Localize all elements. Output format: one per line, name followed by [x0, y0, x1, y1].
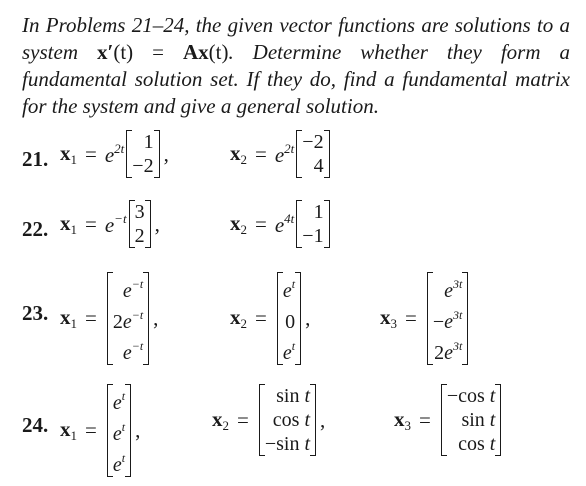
exponential-factor: $e^{2t}$: [104, 140, 125, 167]
t-arg-1: (t): [113, 40, 134, 64]
matrix-entry: $-e^{3t}$: [432, 308, 463, 333]
vector-x1: $x_1$ = $e^{2t}$ 1 −2 ,: [60, 131, 169, 177]
x-prime: x′: [96, 40, 114, 64]
vector-x3: $x_3$ = $e^{3t}$ $-e^{3t}$ $2e^{3t}$: [380, 272, 468, 365]
vector-label: $x_1$: [60, 305, 77, 331]
vector-label: $x_1$: [60, 210, 77, 237]
matrix-entry: −sin t: [264, 433, 311, 455]
vector-label: $x_2$: [230, 140, 247, 167]
vector-label: $x_2$: [212, 406, 229, 433]
problem-number: 24.: [22, 413, 49, 437]
matrix-entry: sin t: [276, 385, 311, 407]
column-vector: [277, 272, 301, 365]
matrix-entry: −2: [302, 131, 324, 153]
problem-number: 21.: [22, 147, 49, 171]
matrix-entry: $2e^{3t}$: [434, 339, 463, 364]
column-vector: [427, 272, 469, 365]
column-vector: [441, 384, 502, 456]
exponential-factor: $e^{4t}$: [274, 210, 295, 237]
column-vector: [259, 384, 316, 456]
vector-label: $x_2$: [230, 305, 247, 331]
matrix-entry: sin t: [461, 409, 496, 431]
vector-label: $x_3$: [394, 406, 411, 433]
vector-x2: $x_2$ = $e^{4t}$ 1 −1: [230, 200, 330, 248]
matrix-A-x: Ax: [182, 40, 209, 64]
column-vector: [296, 200, 329, 248]
matrix-entry: 4: [313, 155, 324, 177]
column-vector: [107, 384, 131, 477]
matrix-entry: $e^t$: [112, 451, 126, 476]
matrix-entry: $e^t$: [282, 339, 296, 364]
matrix-entry: cos t: [458, 433, 496, 455]
vector-label: $x_3$: [380, 305, 397, 331]
matrix-entry: 0: [285, 311, 296, 333]
matrix-entry: $e^t$: [112, 420, 126, 445]
vector-x2: $x_2$ = $e^t$ 0 $e^t$ ,: [230, 272, 310, 365]
problem-number: 22.: [22, 217, 49, 241]
matrix-entry: 2: [134, 225, 145, 247]
matrix-entry: 1: [313, 201, 324, 223]
matrix-entry: $e^t$: [282, 277, 296, 302]
matrix-entry: 3: [134, 201, 145, 223]
problem-instructions: [22, 12, 570, 120]
matrix-entry: −cos t: [446, 385, 496, 407]
matrix-entry: $e^{-t}$: [122, 277, 144, 302]
column-vector: [129, 200, 151, 248]
problem-number: 23.: [22, 301, 49, 325]
matrix-entry: $e^{3t}$: [444, 277, 463, 302]
exponential-factor: $e^{-t}$: [104, 210, 127, 237]
column-vector: [126, 130, 159, 178]
intro-text-1: In Problems 21–24, the given vector functions are solutions to a system: [22, 13, 570, 64]
vector-x3: $x_3$ = −cos t sin t cos t: [394, 384, 501, 456]
vector-label: $x_1$: [60, 417, 77, 443]
vector-x1: $x_1$ = $e^{-t}$ $2e^{-t}$ $e^{-t}$ ,: [60, 272, 158, 365]
vector-x1: $x_1$ = $e^{-t}$ 3 2 ,: [60, 201, 160, 247]
column-vector: [296, 130, 329, 178]
vector-label: $x_2$: [230, 210, 247, 237]
matrix-entry: $2e^{-t}$: [112, 308, 144, 333]
column-vector: [107, 272, 149, 365]
t-arg-2: (t): [208, 40, 229, 64]
intro-text-2: . Determine whether they form a fundamental solution set. If they do, find a fundamental matrix for the system and give a general solution.: [22, 40, 570, 118]
matrix-entry: $e^{-t}$: [122, 339, 144, 364]
exponential-factor: $e^{2t}$: [274, 140, 295, 167]
vector-x1: $x_1$ = $e^t$ $e^t$ $e^t$ ,: [60, 384, 140, 477]
vector-x2: $x_2$ = $e^{2t}$ −2 4: [230, 130, 330, 178]
matrix-entry: cos t: [272, 409, 311, 431]
equals-sign: =: [133, 40, 183, 64]
vector-x2: $x_2$ = sin t cos t −sin t ,: [212, 385, 326, 455]
matrix-entry: $e^t$: [112, 389, 126, 414]
matrix-entry: 1: [143, 131, 154, 153]
matrix-entry: −2: [132, 155, 154, 177]
vector-label: $x_1$: [60, 140, 77, 167]
matrix-entry: −1: [302, 225, 324, 247]
